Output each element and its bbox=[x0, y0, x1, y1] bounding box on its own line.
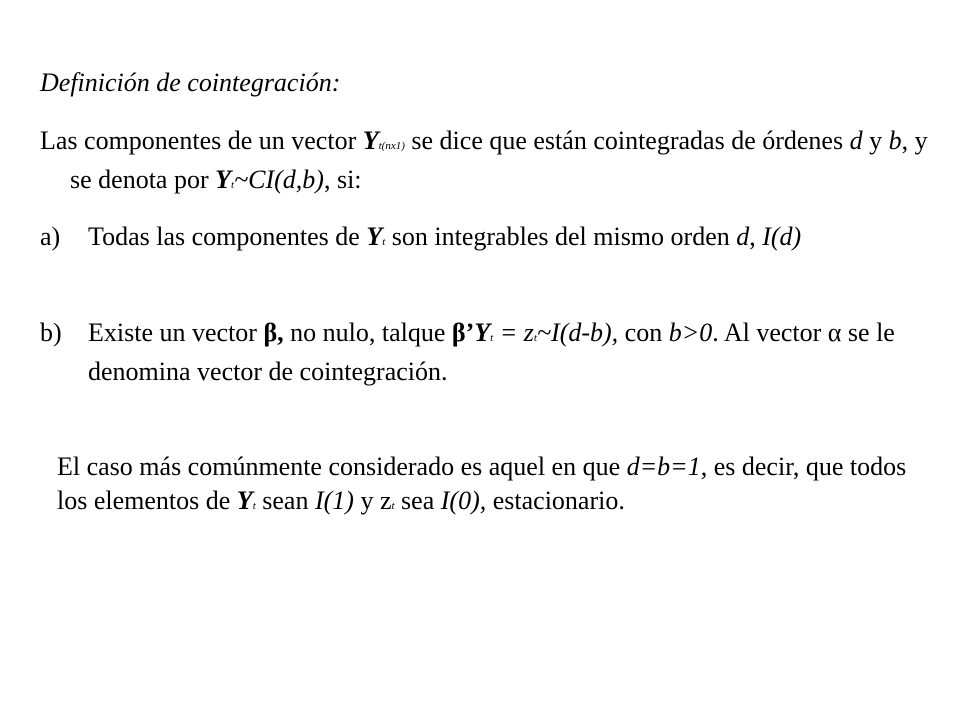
note-text-6: estacionario. bbox=[486, 486, 625, 515]
intro-text-2: se dice que están cointegradas de órdenes bbox=[404, 126, 850, 155]
note-vector-y: Y bbox=[236, 486, 253, 515]
list-item-a bbox=[40, 220, 920, 259]
item-b-condition: b>0 bbox=[668, 318, 713, 347]
item-b-text-2: no nulo, talque bbox=[283, 318, 452, 347]
item-a-id: I(d) bbox=[762, 222, 802, 251]
item-b-integration-order: ~I(d-b), bbox=[536, 318, 619, 347]
item-a-text bbox=[88, 220, 920, 259]
item-b-equation: = z bbox=[493, 318, 534, 347]
item-b-text-5: se le denomina vector de cointegración. bbox=[88, 318, 895, 386]
list-item-b bbox=[40, 316, 920, 389]
subscript-t: t bbox=[231, 179, 235, 191]
note-subscript-t: t bbox=[252, 500, 256, 512]
subscript-dim: t(nx1) bbox=[378, 140, 405, 152]
item-a-label: a) bbox=[40, 222, 61, 251]
intro-text-3: y bbox=[862, 126, 889, 155]
note-i1: I(1) bbox=[314, 486, 354, 515]
ci-notation: ~CI(d,b) bbox=[234, 165, 324, 194]
beta-symbol: β, bbox=[263, 318, 284, 347]
note-d-eq-b: d=b=1 bbox=[626, 452, 701, 481]
note-text-4: y z bbox=[353, 486, 392, 515]
slide-title: Definición de cointegración: bbox=[40, 68, 341, 97]
intro-text-5: , si: bbox=[323, 165, 362, 194]
item-a-text-1: Todas las componentes de bbox=[88, 222, 367, 251]
item-a-text-3: , bbox=[749, 222, 763, 251]
order-b: b bbox=[888, 126, 902, 155]
item-b-text-4: . Al vector bbox=[712, 318, 828, 347]
note-text-1: El caso más comúnmente considerado es aquel en que bbox=[57, 452, 627, 481]
order-d: d bbox=[849, 126, 863, 155]
item-a-order-d: d bbox=[736, 222, 750, 251]
vector-y: Y bbox=[362, 126, 379, 155]
item-b-text-1: Existe un vector bbox=[88, 318, 264, 347]
definition-paragraph bbox=[40, 124, 950, 202]
vector-y-2: Y bbox=[215, 165, 232, 194]
intro-text-4: , y se denota por bbox=[70, 126, 928, 194]
beta-transpose-symbol: β’ bbox=[451, 318, 475, 347]
item-a-vector-y: Y bbox=[366, 222, 383, 251]
alpha-symbol: α bbox=[827, 318, 842, 347]
item-b-text bbox=[88, 316, 920, 389]
item-b-label: b) bbox=[40, 318, 62, 347]
note-subscript-t-2: t bbox=[391, 500, 395, 512]
item-b-subscript-t: t bbox=[490, 332, 494, 344]
note-text-3: sean bbox=[255, 486, 315, 515]
note-text-5: sea bbox=[394, 486, 441, 515]
item-a-text-2: son integrables del mismo orden bbox=[385, 222, 737, 251]
item-a-subscript-t: t bbox=[382, 236, 386, 248]
note-text-2: , es decir, que todos los elementos de bbox=[57, 452, 907, 515]
item-b-text-3: con bbox=[618, 318, 669, 347]
item-b-subscript-t-2: t bbox=[533, 332, 537, 344]
note-i0: I(0), bbox=[440, 486, 487, 515]
item-b-vector-y: Y bbox=[474, 318, 491, 347]
note-paragraph bbox=[57, 450, 917, 523]
intro-text: Las componentes de un vector bbox=[40, 126, 363, 155]
